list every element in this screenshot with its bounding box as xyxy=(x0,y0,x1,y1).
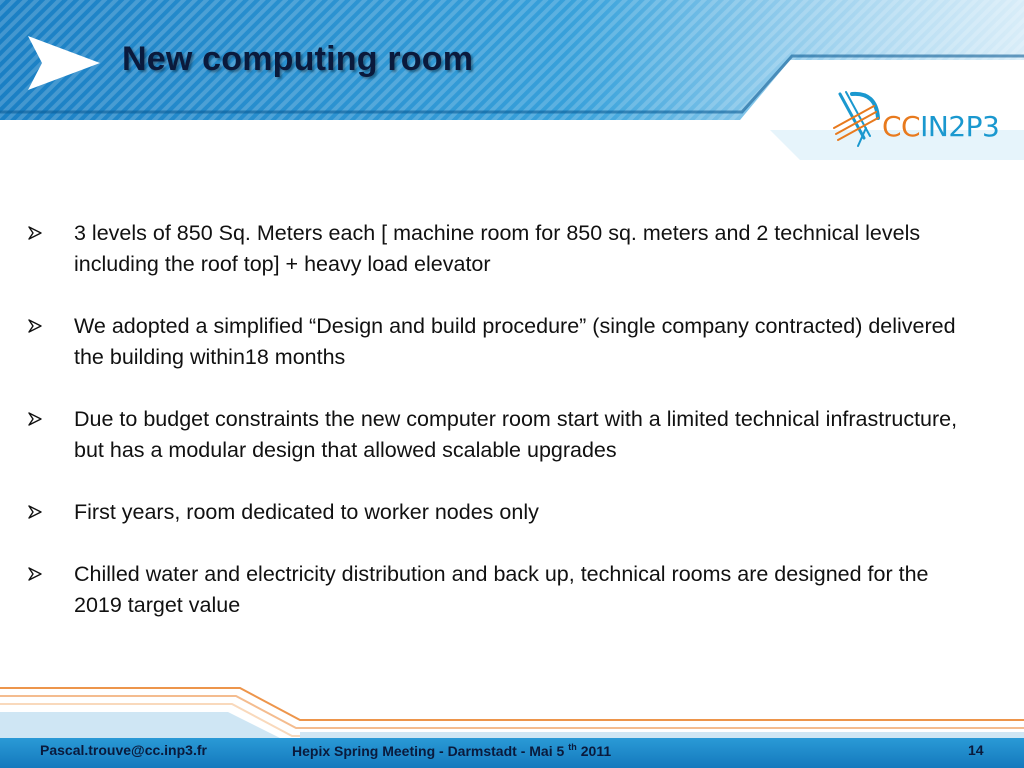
logo-text xyxy=(882,110,999,143)
bullet-item xyxy=(22,311,982,373)
slide-title: New computing room xyxy=(122,40,474,78)
bullet-text: First years, room dedicated to worker nodes only xyxy=(74,500,539,524)
arrowhead-bullet-icon xyxy=(28,226,42,240)
bullet-item xyxy=(22,497,982,528)
arrowhead-bullet-icon xyxy=(28,567,42,581)
footer-meeting xyxy=(292,742,611,759)
footer-email: Pascal.trouve@cc.inp3.fr xyxy=(40,742,207,758)
footer-meeting-text: Hepix Spring Meeting - Darmstadt - Mai 5 xyxy=(292,743,565,759)
arrowhead-bullet-icon xyxy=(28,412,42,426)
footer-decoration xyxy=(0,680,1024,740)
page-number: 14 xyxy=(968,742,984,758)
arrowhead-bullet-icon xyxy=(28,505,42,519)
logo-text-cc: CC xyxy=(882,110,921,143)
bullet-text: Due to budget constraints the new computer room start with a limited technical infrastructure, but has a modular design that allowed scalable upgrades xyxy=(74,407,958,462)
bullet-list xyxy=(22,218,982,652)
bullet-text: Chilled water and electricity distribution and back up, technical rooms are designed for the 2019 target value xyxy=(74,562,929,617)
arrowhead-bullet-icon xyxy=(28,319,42,333)
logo-text-rest: IN2P3 xyxy=(920,110,1000,143)
bullet-item xyxy=(22,559,982,621)
bullet-text: We adopted a simplified “Design and build procedure” (single company contracted) delivered the building within18 months xyxy=(74,314,956,369)
arrow-icon xyxy=(24,34,104,92)
footer-meeting-sup: th xyxy=(568,742,577,752)
bullet-item xyxy=(22,218,982,280)
bullet-text: 3 levels of 850 Sq. Meters each [ machine room for 850 sq. meters and 2 technical levels including the roof top] + heavy load elevator xyxy=(74,221,921,276)
bullet-item xyxy=(22,404,982,466)
footer-year: 2011 xyxy=(580,743,612,759)
